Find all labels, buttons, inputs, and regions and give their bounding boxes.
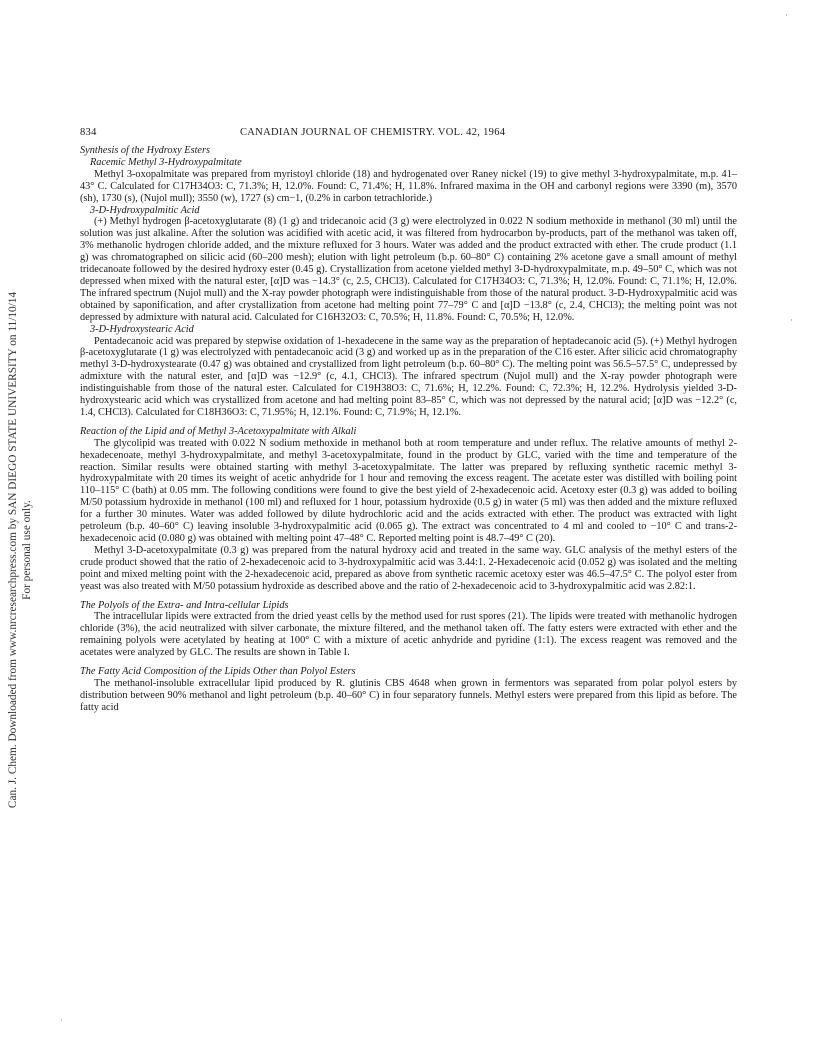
side-note [6,100,34,1000]
paragraph-racemic-methyl: Methyl 3-oxopalmitate was prepared from myristoyl chloride (18) and hydrogenated over Raney nickel (19) to give methyl 3-hydroxypalmitate, m.p. 41–43° C. Calculated for C17H34O3: C, 71.3%; H, 12.0%. Found: C, 71.4%; H, 11.8%. Infrared maxima in the OH and carbonyl regions were 3390 (m), 3570 (sh), 1730 (s), (Nujol mull); 3550 (w), 1727 (s) cm−1, (0.2% in carbon tetrachloride.) [80,168,737,204]
scan-speck: · [60,1015,63,1025]
paragraph-fatty-acid: The methanol-insoluble extracellular lipid produced by R. glutinis CBS 4648 when grown in fermentors was separated from polar polyol esters by distribution between 90% methanol and light petroleum (b.p. 40–60° C) in four separatory funnels. Methyl esters were prepared from this lipid as before. The fatty acid [80,677,737,713]
subheading-hydroxystearic: 3-D-Hydroxystearic Acid [90,323,194,335]
section-heading-fatty-acid: The Fatty Acid Composition of the Lipids Other than Polyol Esters [80,666,356,678]
section-heading-polyols: The Polyols of the Extra- and Intra-cellular Lipids [80,599,289,611]
paragraph-hydroxypalmitic: (+) Methyl hydrogen β-acetoxyglutarate (8) (1 g) and tridecanoic acid (3 g) were electrolyzed in 0.022 N sodium methoxide in methanol (30 ml) until the solution was just alkaline. After the solution was acidified with acetic acid, it was filtered from hydrocarbon by-products, part of the methanol was taken off, 3% methanolic hydrogen chloride added, and the mixture refluxed for 3 hours. Water was added and the product extracted with ether. The crude product (1.1 g) was chromatographed on silicic acid (60–200 mesh); elution with light petroleum (b.p. 60–80° C) containing 2% acetone gave a small amount of methyl tridecanoate followed by the desired hydroxy ester (0.45 g). Crystallization from acetone yielded methyl 3-D-hydroxypalmitate, m.p. 49–50° C, which was not depressed when mixed with the natural ester, [α]D was −14.3° (c, 2.5, CHCl3). Calculated for C17H34O3: C, 71.3%; H, 12.0%. Found: C, 71.1%; H, 12.0%. The infrared spectrum (Nujol mull) and the X-ray powder photograph were indistinguishable from those of the natural product. 3-D-Hydroxypalmitic acid was obtained by saponification, and after crystallization from acetone had melting point 77–79° C and [α]D −13.8° (c, 2.4, CHCl3); the melting point was not depressed by admixture with natural acid. Calculated for C16H32O3: C, 70.5%; H, 11.8%. Found: C, 70.5%; H, 12.0%. [80,216,737,323]
paragraph-polyols: The intracellular lipids were extracted from the dried yeast cells by the method used for rust spores (21). The lipids were treated with methanolic hydrogen chloride (3%), the acid neutralized with silver carbonate, the mixture filtered, and the methanol taken off. The fatty esters were extracted with ether and the remaining polyols were acetylated by heating at 100° C with a mixture of acetic anhydride and pyridine (1:1). The excess reagent was removed and the acetates were analyzed by GLC. The results are shown in Table I. [80,611,737,659]
side-note-line2: For personal use only. [21,500,33,600]
article-body [80,145,737,714]
scan-speck: · [785,10,788,20]
journal-title: CANADIAN JOURNAL OF CHEMISTRY. VOL. 42, 1964 [240,127,506,138]
subheading-hydroxypalmitic: 3-D-Hydroxypalmitic Acid [90,204,200,216]
paragraph-hydroxystearic: Pentadecanoic acid was prepared by stepwise oxidation of 1-hexadecene in the same way as the preparation of heptadecanoic acid (5). (+) Methyl hydrogen β-acetoxyglutarate (1 g) was electrolyzed with pentadecanoic acid (3 g) and worked up as in the preparation of the C16 ester. After silicic acid chromatography methyl 3-D-hydroxystearate (0.47 g) was obtained and crystallized from light petroleum (b.p. 60–80° C). The melting point was 56.5–57.5° C, undepressed by admixture with the natural ester, and [α]D was −12.9° (c, 4.1, CHCl3). The infrared spectrum (Nujol mull) and the X-ray powder photograph were indistinguishable from those of the natural ester. Calculated for C19H38O3: C, 71.6%; H, 12.2%. Found: C, 72.3%; H, 12.2%. Hydrolysis yielded 3-D-hydroxystearic acid which was crystallized from acetone and had melting point 83–85° C, which was not depressed by the natural acid; [α]D was −12.2° (c, 1.4, CHCl3). Calculated for C18H36O3: C, 71.95%; H, 12.1%. Found: C, 71.9%; H, 12.1%. [80,335,737,418]
subheading-racemic-methyl: Racemic Methyl 3-Hydroxypalmitate [90,156,242,168]
paragraph-alkali-1: The glycolipid was treated with 0.022 N sodium methoxide in methanol both at room temperature and under reflux. The relative amounts of methyl 2-hexadecenoate, methyl 3-hydroxypalmitate, and methyl 3-acetoxypalmitate, found in the product by GLC, varied with the time and temperature of the reaction. Similar results were obtained starting with methyl 3-acetoxypalmitate. The latter was prepared by refluxing synthetic racemic methyl 3-hydroxypalmitate with 20 times its weight of acetic anhydride for 1 hour and removing the excess reagent. The acetate ester was distilled with boiling point 110–115° C (bath) at 0.05 mm. The following conditions were found to give the best yield of 2-hexadecenoic acid. Acetoxy ester (0.3 g) was added to boiling M/50 potassium hydroxide in methanol (100 ml) and refluxed for 1 hour, potassium hydroxide (0.5 g) in water (5 ml) was then added and the mixture refluxed for a further 30 minutes. Water was added followed by dilute hydrochloric acid and the acids extracted with ether. The product was extracted with light petroleum (b.p. 40–60° C) leaving insoluble 3-hydroxypalmitic acid (0.065 g). The extract was concentrated to 4 ml and cooled to −10° C and trans-2-hexadecenoic acid (0.080 g) was obtained with melting point 47–48° C. Reported melting point is 48.7–49° C (20). [80,437,737,544]
section-heading-synthesis: Synthesis of the Hydroxy Esters [80,145,211,156]
section-heading-alkali: Reaction of the Lipid and of Methyl 3-Acetoxypalmitate with Alkali [80,425,357,437]
side-note-line1: Can. J. Chem. Downloaded from www.nrcresearchpress.com by SAN DIEGO STATE UNIVERSITY on 11/10/14 [7,291,19,809]
page-number: 834 [80,127,97,138]
paragraph-alkali-2: Methyl 3-D-acetoxypalmitate (0.3 g) was prepared from the natural hydroxy acid and treated in the same way. GLC analysis of the methyl esters of the crude product showed that the ratio of 2-hexadecenoic acid to 3-hydroxypalmitic acid was 3.44:1. 2-Hexadecenoic acid (0.052 g) was isolated and the melting point and mixed melting point with the 2-hexadecenoic acid, prepared as above from synthetic racemic acetoxy ester was 46.5–47.5° C. The polyol ester from yeast was also treated with M/50 potassium hydroxide as described above and the ratio of 2-hexadecenoic acid to 3-hydroxypalmitic acid was 2.82:1. [80,544,737,592]
scan-speck: · [790,315,793,325]
